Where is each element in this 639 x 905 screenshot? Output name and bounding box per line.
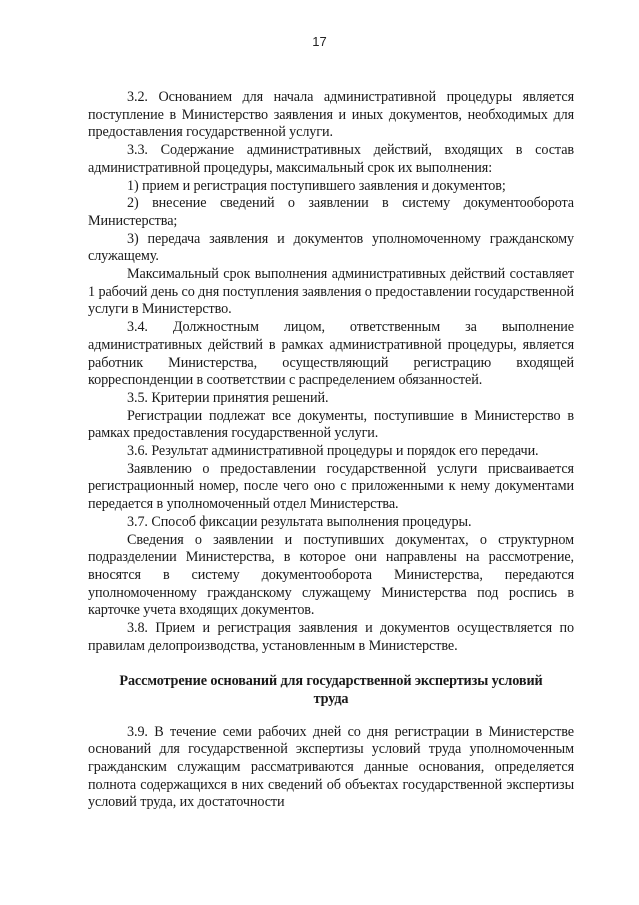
list-item-3: 3) передача заявления и документов уполномоченному гражданскому служащему. (88, 230, 574, 265)
list-item-2: 2) внесение сведений о заявлении в систему документооборота Министерства; (88, 195, 574, 229)
paragraph-reg-number: Заявлению о предоставлении государственной услуги присваивается регистрационный номер, после чего оно с приложенными к нему документами передается в уполномоченный отдел Министерства. (88, 460, 574, 513)
paragraph-3-7: 3.7. Способ фиксации результата выполнения процедуры. (127, 513, 472, 530)
document-body (88, 89, 574, 812)
paragraph-max-term: Максимальный срок выполнения административных действий составляет 1 рабочий день со дня поступления заявления о предоставлении государственной услуги в Министерство. (88, 266, 574, 318)
paragraph-3-5: 3.5. Критерии принятия решений. (127, 389, 329, 406)
page-number: 17 (312, 34, 327, 49)
list-item-1: 1) прием и регистрация поступившего заявления и документов; (127, 177, 506, 194)
paragraph-3-4: 3.4. Должностным лицом, ответственным за выполнение административных действий в рамках административной процедуры, является работник Министерства, осуществляющий регистрацию входящей корреспонденции в соответствии с распределением обязанностей. (88, 319, 574, 389)
paragraph-3-9: 3.9. В течение семи рабочих дней со дня регистрации в Министерстве оснований для государственной экспертизы условий труда уполномоченным гражданским служащим рассматриваются данные основания, определяется полнота содержащихся в них сведений об объектах государственной экспертизы условий труда, их достаточности (88, 723, 574, 811)
paragraph-info: Сведения о заявлении и поступивших документах, о структурном подразделении Министерства, в которое они направлены на рассмотрение, вносятся в систему документооборота Министерства, передаются уполномоченному гражданскому служащему Министерства под роспись в карточке учета входящих документов. (88, 531, 574, 619)
paragraph-3-6: 3.6. Результат административной процедуры и порядок его передачи. (127, 443, 539, 460)
paragraph-registration: Регистрации подлежат все документы, поступившие в Министерство в рамках предоставления государственной услуги. (88, 407, 574, 442)
paragraph-3-3: 3.3. Содержание административных действий, входящих в состав административной процедуры, максимальный срок их выполнения: (88, 142, 574, 176)
paragraph-3-2: 3.2. Основанием для начала административной процедуры является поступление в Министерство заявления и иных документов, необходимых для предоставления государственной услуги. (88, 89, 574, 141)
paragraph-3-8: 3.8. Прием и регистрация заявления и документов осуществляется по правилам делопроизводства, установленным в Министерстве. (88, 620, 574, 654)
section-heading: Рассмотрение оснований для государственной экспертизы условий труда (119, 672, 543, 707)
